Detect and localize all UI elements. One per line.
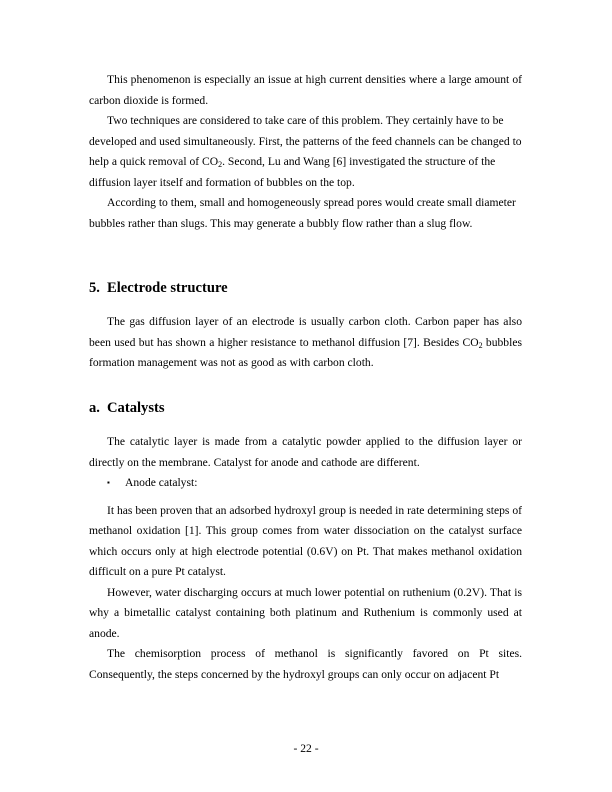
paragraph-two-techniques <box>89 111 522 193</box>
body-top <box>89 70 522 234</box>
paragraph-ruthenium: However, water discharging occurs at much lower potential on ruthenium (0.2V). That is why a bimetallic catalyst containing both platinum and Ruthenium is commonly used at anode. <box>89 585 522 640</box>
section-number: 5. <box>89 280 100 296</box>
bullet-square-icon: ▪ <box>107 478 110 487</box>
section-heading-electrode-structure <box>89 278 228 299</box>
subscript-2: 2 <box>218 160 223 169</box>
paragraph-hydroxyl-group: It has been proven that an adsorbed hydroxyl group is needed in rate determining steps of methanol oxidation [1]. This group comes from water dissociation on the catalyst surface which occurs only at high electrode potential (0.6V) on Pt. That makes methanol oxidation difficult on a pure Pt catalyst. <box>89 503 523 578</box>
section-title: Electrode structure <box>107 280 228 296</box>
paragraph-gas-diffusion-text-end: bubbles formation management was not as good as with carbon cloth. <box>89 335 522 369</box>
paragraph-catalytic-layer: The catalytic layer is made from a catalytic powder applied to the diffusion layer or directly on the membrane. Catalyst for anode and cathode are different. <box>89 435 522 469</box>
bullet-text: Anode catalyst: <box>125 476 198 489</box>
paragraph-co2-phenomenon: This phenomenon is especially an issue at high current densities where a large amount of carbon dioxide is formed. <box>89 73 522 107</box>
section-heading-catalysts <box>89 398 165 419</box>
paragraph-pores: According to them, small and homogeneously spread pores would create small diameter bubbles rather than slugs. This may generate a bubbly flow rather than a slug flow. <box>89 196 516 230</box>
paragraph-gas-diffusion-text: The gas diffusion layer of an electrode is usually carbon cloth. Carbon paper has also been used but has shown a higher resistance to methanol diffusion [7]. Besides CO <box>89 315 522 349</box>
paragraph-chemisorption: The chemisorption process of methanol is significantly favored on Pt sites. Consequently, the steps concerned by the hydroxyl groups can only occur on adjacent Pt <box>89 647 522 681</box>
bullet-anode-catalyst <box>89 473 522 494</box>
section-letter: a. <box>89 400 100 416</box>
page-number: - 22 - <box>293 742 319 755</box>
paragraph-gas-diffusion-layer <box>89 312 522 374</box>
subscript-2: 2 <box>478 340 483 350</box>
paragraph-two-techniques-text: Two techniques are considered to take care of this problem. They certainly have to be developed and used simultaneously. First, the patterns of the feed channels can be changed to help a quick removal of CO <box>89 114 522 168</box>
section-title: Catalysts <box>107 400 165 416</box>
paragraph-two-techniques-text-end: . Second, Lu and Wang [6] investigated the structure of the diffusion layer itself and formation of bubbles on the top. <box>89 155 496 189</box>
body-catalysts <box>89 432 522 685</box>
body-electrode <box>89 312 522 374</box>
